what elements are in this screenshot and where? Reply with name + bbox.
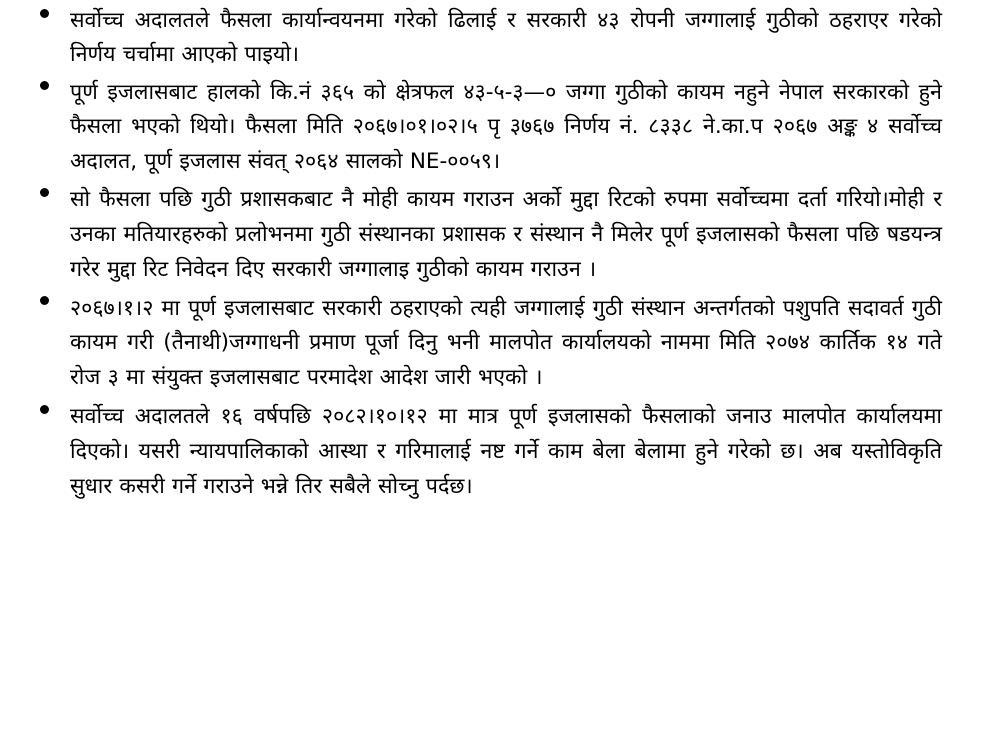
- paragraph-text: सर्वोच्च अदालतले फैसला कार्यान्वयनमा गरेको ढिलाई र सरकारी ४३ रोपनी जग्गालाई गुठीको ठहराएर गरेको निर्णय चर्चामा आएको पाइयो।: [70, 8, 942, 67]
- bullet-point-icon: [40, 9, 49, 18]
- bullet-point-icon: [40, 296, 49, 305]
- list-item: [22, 183, 942, 287]
- paragraph-text: सो फैसला पछि गुठी प्रशासकबाट नै मोही कायम गराउन अर्को मुद्दा रिटको रुपमा सर्वोच्चमा दर्ता गरियो।मोही र उनका मतियारहरुको प्रलोभनमा गुठी संस्थानका प्रशासक र संस्थान नै मिलेर पूर्ण इजलासको फैसला पछि षडयन्त्र गरेर मुद्दा रिट निवेदन दिए सरकारी जग्गालाइ गुठीको कायम गराउन ।: [70, 187, 942, 282]
- list-item: [22, 292, 942, 396]
- bullet-list: [22, 4, 942, 505]
- list-item: [22, 4, 942, 72]
- paragraph-text: पूर्ण इजलासबाट हालको कि.नं ३६५ को क्षेत्रफल ४३-५-३—० जग्गा गुठीको कायम नहुने नेपाल सरकारको हुने फैसला भएको थियो। फैसला मिति २०६७।०१।०२।५ पृ ३७६७ निर्णय नं. ८३३८ ने.का.प २०६७ अङ्क ४ सर्वोच्च अदालत, पूर्ण इजलास संवत् २०६४ सालको NE-००५९।: [70, 79, 942, 174]
- bullet-point-icon: [40, 81, 49, 90]
- bullet-point-icon: [40, 405, 49, 414]
- list-item: [22, 400, 942, 504]
- paragraph-text: सर्वोच्च अदालतले १६ वर्षपछि २०८२।१०।१२ मा मात्र पूर्ण इजलासको फैसलाको जनाउ मालपोत कार्यालयमा दिएको। यसरी न्यायपालिकाको आस्था र गरिमालाई नष्ट गर्ने काम बेला बेलामा हुने गरेको छ। अब यस्तोविकृति सुधार कसरी गर्ने गराउने भन्ने तिर सबैले सोच्नु पर्दछ।: [70, 404, 942, 499]
- bullet-point-icon: [40, 188, 49, 197]
- list-item: [22, 76, 942, 179]
- paragraph-text: २०६७।१।२ मा पूर्ण इजलासबाट सरकारी ठहराएको त्यही जग्गालाई गुठी संस्थान अन्तर्गतको पशुपति सदावर्त गुठी कायम गरी (तैनाथी)जग्गाधनी प्रमाण पूर्जा दिनु भनी मालपोत कार्यालयको नाममा मिति २०७४ कार्तिक १४ गते रोज ३ मा संयुक्त इजलासबाट परमादेश आदेश जारी भएको ।: [70, 295, 942, 391]
